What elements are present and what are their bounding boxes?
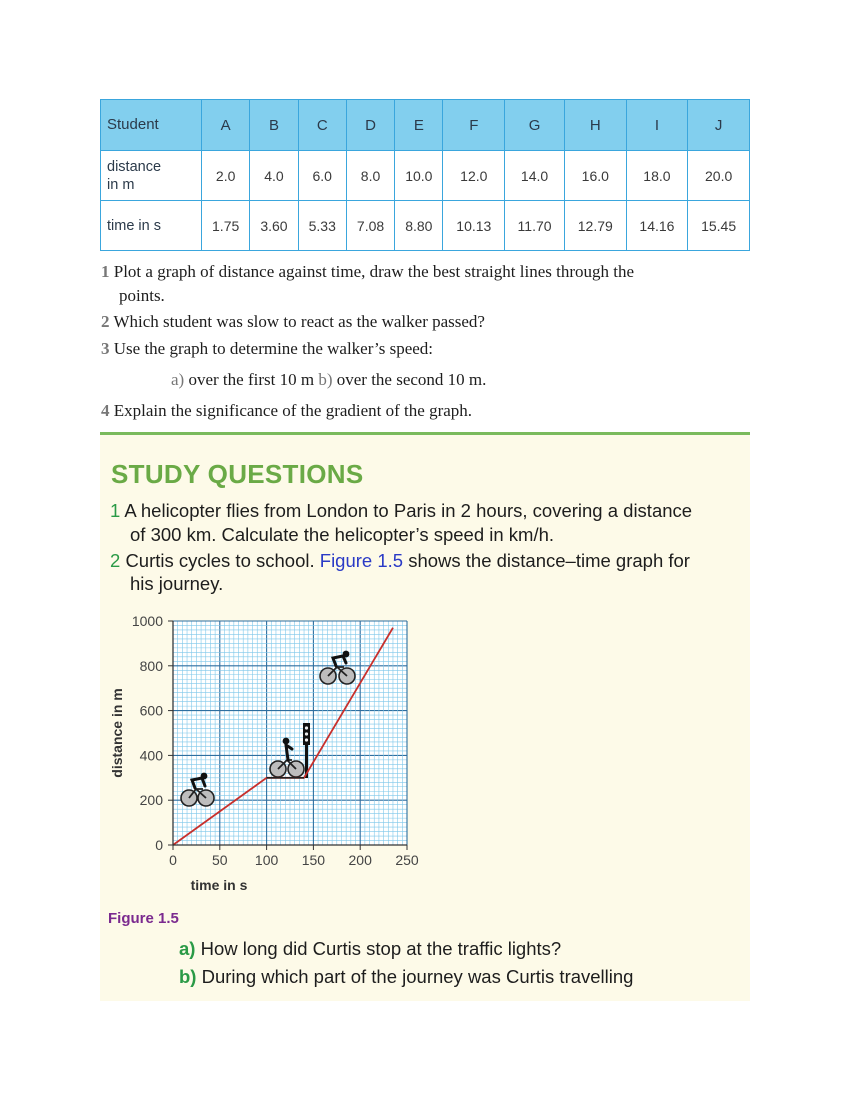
distance-cell: 10.0 bbox=[395, 151, 443, 201]
time-cell: 5.33 bbox=[298, 201, 346, 251]
distance-cell: 8.0 bbox=[346, 151, 394, 201]
x-tick-label: 100 bbox=[254, 852, 279, 868]
chart-grid bbox=[173, 621, 407, 845]
study-question-1-continued: of 300 km. Calculate the helicopter’s speed in km/h. bbox=[130, 524, 555, 545]
time-cell: 12.79 bbox=[564, 201, 626, 251]
student-data-table bbox=[100, 99, 750, 251]
study-question-text: Curtis cycles to school. bbox=[125, 550, 315, 571]
study-question-2-continued: his journey. bbox=[130, 573, 224, 594]
subquestion-b-text: During which part of the journey was Curtis travelling bbox=[201, 966, 634, 987]
y-tick-label: 400 bbox=[139, 747, 163, 764]
student-cell: H bbox=[564, 100, 626, 151]
study-question-text-end: shows the distance–time graph for bbox=[408, 550, 690, 571]
distance-cell: 2.0 bbox=[202, 151, 250, 201]
part-a-text: over the first 10 m bbox=[188, 370, 315, 389]
time-cell: 8.80 bbox=[395, 201, 443, 251]
time-cell: 7.08 bbox=[346, 201, 394, 251]
distance-row-label bbox=[101, 151, 202, 201]
question-1 bbox=[101, 262, 634, 282]
distance-label-line2: in m bbox=[107, 176, 135, 193]
distance-cell: 12.0 bbox=[443, 151, 505, 201]
student-cell: F bbox=[443, 100, 505, 151]
time-cell: 11.70 bbox=[505, 201, 565, 251]
part-a-label: a) bbox=[171, 370, 185, 389]
student-cell: G bbox=[505, 100, 565, 151]
student-cell: C bbox=[298, 100, 346, 151]
study-questions-title: STUDY QUESTIONS bbox=[111, 459, 364, 489]
student-cell: J bbox=[688, 100, 750, 151]
study-question-number: 2 bbox=[110, 550, 121, 571]
study-question-number: 1 bbox=[110, 500, 121, 521]
subquestion-b-label: b) bbox=[179, 966, 197, 987]
question-text: Plot a graph of distance against time, draw the best straight lines through the bbox=[113, 262, 635, 281]
time-cell: 15.45 bbox=[688, 201, 750, 251]
x-tick-label: 150 bbox=[301, 852, 326, 868]
distance-label-line1: distance bbox=[107, 158, 162, 175]
question-text: Which student was slow to react as the walker passed? bbox=[113, 312, 485, 331]
student-cell: E bbox=[395, 100, 443, 151]
question-number: 1 bbox=[101, 262, 110, 281]
table-header-row bbox=[101, 100, 750, 151]
student-cell: B bbox=[250, 100, 298, 151]
study-subquestion-a bbox=[179, 938, 561, 960]
distance-time-chart bbox=[100, 605, 430, 905]
time-row-label: time in s bbox=[101, 201, 202, 251]
student-cell: A bbox=[202, 100, 250, 151]
study-question-1 bbox=[110, 500, 692, 522]
question-2 bbox=[101, 312, 485, 332]
question-number: 3 bbox=[101, 339, 110, 358]
x-tick-label: 50 bbox=[212, 852, 228, 868]
distance-cell: 20.0 bbox=[688, 151, 750, 201]
y-tick-label: 600 bbox=[139, 702, 163, 719]
distance-cell: 6.0 bbox=[298, 151, 346, 201]
student-cell: D bbox=[346, 100, 394, 151]
question-3 bbox=[101, 339, 433, 359]
study-question-text: A helicopter flies from London to Paris in 2 hours, covering a distance bbox=[124, 500, 693, 521]
question-number: 2 bbox=[101, 312, 110, 331]
time-cell: 3.60 bbox=[250, 201, 298, 251]
distance-cell: 14.0 bbox=[505, 151, 565, 201]
time-cell: 10.13 bbox=[443, 201, 505, 251]
time-cell: 1.75 bbox=[202, 201, 250, 251]
study-subquestion-b bbox=[179, 966, 633, 988]
question-1-continued: points. bbox=[119, 286, 165, 305]
distance-cell: 18.0 bbox=[626, 151, 688, 201]
y-axis-label: distance in m bbox=[109, 688, 125, 778]
y-tick-label: 1000 bbox=[131, 613, 163, 629]
study-question-2 bbox=[110, 550, 690, 572]
subquestion-a-text: How long did Curtis stop at the traffic lights? bbox=[200, 938, 562, 959]
subquestion-a-label: a) bbox=[179, 938, 196, 959]
x-tick-label: 0 bbox=[169, 852, 177, 868]
x-tick-label: 250 bbox=[395, 852, 419, 868]
y-tick-label: 0 bbox=[155, 837, 163, 853]
question-4 bbox=[101, 401, 472, 421]
y-tick-label: 800 bbox=[139, 657, 163, 674]
y-tick-label: 200 bbox=[139, 792, 163, 809]
distance-row bbox=[101, 151, 750, 201]
question-text: Use the graph to determine the walker’s speed: bbox=[113, 339, 434, 358]
student-cell: I bbox=[626, 100, 688, 151]
question-number: 4 bbox=[101, 401, 110, 420]
x-axis-label: time in s bbox=[190, 877, 248, 893]
distance-cell: 16.0 bbox=[564, 151, 626, 201]
header-label: Student bbox=[101, 100, 202, 151]
figure-reference-link[interactable]: Figure 1.5 bbox=[319, 550, 404, 571]
distance-cell: 4.0 bbox=[250, 151, 298, 201]
part-b-label: b) bbox=[318, 370, 333, 389]
question-text: Explain the significance of the gradient of the graph. bbox=[113, 401, 473, 420]
question-3-parts bbox=[171, 370, 486, 390]
x-tick-label: 200 bbox=[348, 852, 372, 868]
figure-caption: Figure 1.5 bbox=[108, 910, 179, 927]
time-row bbox=[101, 201, 750, 251]
time-cell: 14.16 bbox=[626, 201, 688, 251]
part-b-text: over the second 10 m. bbox=[336, 370, 487, 389]
